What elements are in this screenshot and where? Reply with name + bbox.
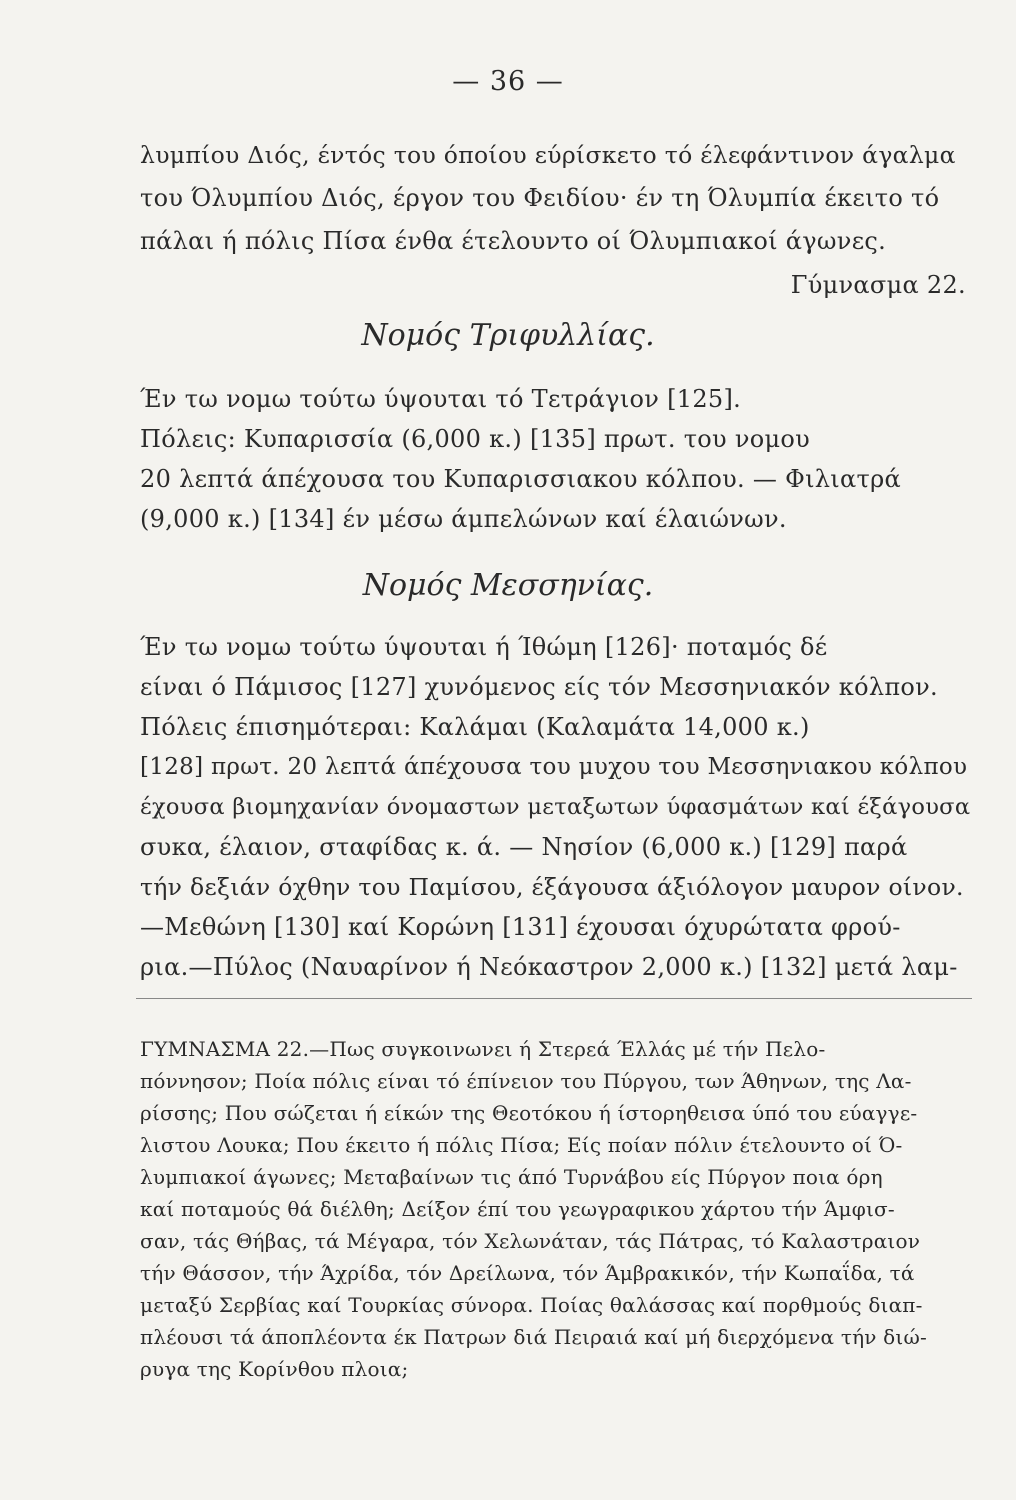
footnote-line: τήν Θάσσον, τήν Άχρίδα, τόν Δρείλωνα, τόν Άμβρακικόν, τήν Κωπαΐδα, τά — [140, 1261, 915, 1285]
page-number: — 36 — — [452, 66, 564, 97]
text-line: Πόλεις: Κυπαρισσία (6,000 κ.) [135] πρωτ. του νομου — [140, 425, 811, 453]
text-line: είναι ό Πάμισος [127] χυνόμενος είς τόν Μεσσηνιακόν κόλπον. — [140, 673, 938, 701]
text-line: του Όλυμπίου Διός, έργον του Φειδίου· έν τη Όλυμπία έκειτο τό — [140, 184, 940, 212]
text-line: έχουσα βιομηχανίαν όνομαστων μεταξωτων ύφασμάτων καί έξάγουσα — [140, 794, 971, 820]
exercise-reference: Γύμνασμα 22. — [790, 271, 966, 299]
text-line: Έν τω νομω τούτω ύψουται τό Τετράγιον [125]. — [140, 385, 742, 413]
text-line: (9,000 κ.) [134] έν μέσω άμπελώνων καί έλαιώνων. — [140, 505, 787, 533]
text-line: —Μεθώνη [130] καί Κορώνη [131] έχουσαι όχυρώτατα φρού- — [140, 913, 901, 941]
footnote-line: μεταξύ Σερβίας καί Τουρκίας σύνορα. Ποίας θαλάσσας καί πορθμούς διαπ- — [140, 1293, 923, 1317]
text-line: τήν δεξιάν όχθην του Παμίσου, έξάγουσα άξιόλογον μαυρον οίνον. — [140, 873, 964, 901]
footnote-line: ρυγα της Κορίνθου πλοια; — [140, 1357, 409, 1381]
footnote-line: πλέουσι τά άποπλέοντα έκ Πατρων διά Πειραιά καί μή διερχόμενα τήν διώ- — [140, 1325, 927, 1349]
section-heading-trifylia: Νομός Τριφυλλίας. — [361, 318, 655, 353]
section-heading-messinia: Νομός Μεσσηνίας. — [362, 568, 654, 603]
text-line: 20 λεπτά άπέχουσα του Κυπαρισσιακου κόλπου. — Φιλιατρά — [140, 465, 901, 493]
text-line: ρια.—Πύλος (Ναυαρίνον ή Νεόκαστρον 2,000 κ.) [132] μετά λαμ- — [140, 953, 958, 981]
text-line: [128] πρωτ. 20 λεπτά άπέχουσα του μυχου του Μεσσηνιακου κόλπου — [140, 754, 968, 780]
footnote-line: καί ποταμούς θά διέλθη; Δείξον έπί του γεωγραφικου χάρτου τήν Άμφισ- — [140, 1197, 895, 1221]
footnote-line: ρίσσης; Που σώζεται ή είκών της Θεοτόκου ή ίστορηθεισα ύπό του εύαγγε- — [140, 1101, 918, 1125]
footnote-line: λιστου Λουκα; Που έκειτο ή πόλις Πίσα; Είς ποίαν πόλιν έτελουντο οί Ό- — [140, 1133, 903, 1157]
footnote-line: λυμπιακοί άγωνες; Μεταβαίνων τις άπό Τυρνάβου είς Πύργον ποια όρη — [140, 1165, 883, 1189]
text-line: λυμπίου Διός, έντός του όποίου εύρίσκετο τό έλεφάντινον άγαλμα — [140, 141, 956, 169]
text-line: Έν τω νομω τούτω ύψουται ή Ίθώμη [126]· ποταμός δέ — [140, 633, 828, 661]
text-line: συκα, έλαιον, σταφίδας κ. ά. — Νησίον (6,000 κ.) [129] παρά — [140, 833, 908, 861]
text-line: Πόλεις έπισημότεραι: Καλάμαι (Καλαμάτα 14,000 κ.) — [140, 713, 810, 741]
footnote-line: πόννησον; Ποία πόλις είναι τό έπίνειον του Πύργου, των Άθηνων, της Λα- — [140, 1069, 912, 1093]
text-line: πάλαι ή πόλις Πίσα ένθα έτελουντο οί Όλυμπιακοί άγωνες. — [140, 227, 887, 255]
footnote-line: ΓΥΜΝΑΣΜΑ 22.—Πως συγκοινωνει ή Στερεά Έλλάς μέ τήν Πελο- — [140, 1037, 826, 1061]
footnote-line: σαν, τάς Θήβας, τά Μέγαρα, τόν Χελωνάταν, τάς Πάτρας, τό Καλαστραιον — [140, 1229, 921, 1253]
footnote-divider — [136, 998, 972, 999]
